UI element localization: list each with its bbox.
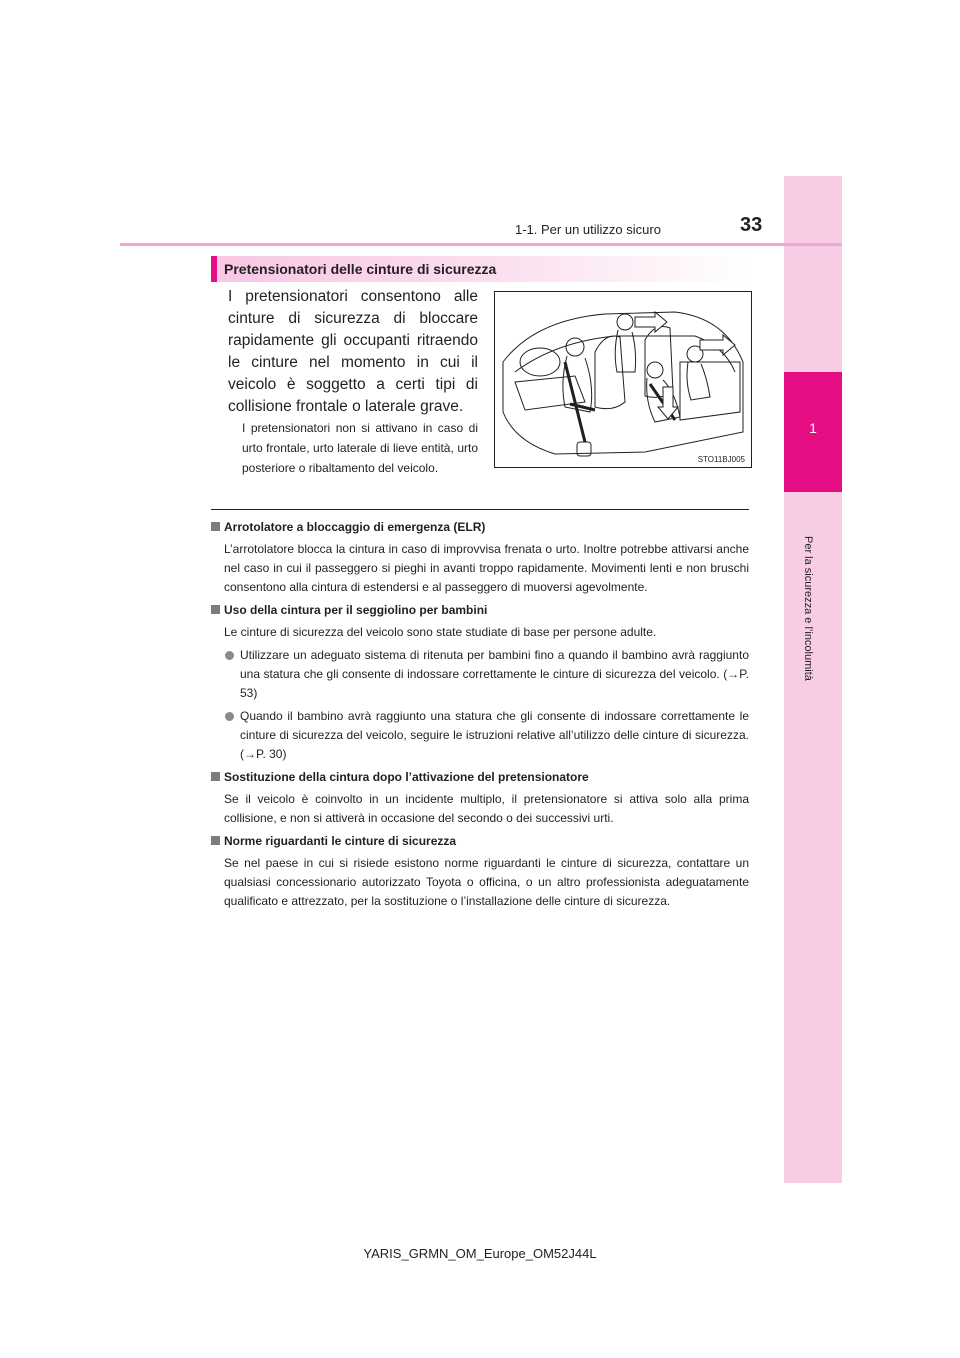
item-heading: Sostituzione della cintura dopo l’attivazione del pretensionatore: [211, 768, 749, 786]
content-items: [211, 518, 749, 915]
document-id-footer: YARIS_GRMN_OM_Europe_OM52J44L: [363, 1246, 597, 1261]
square-bullet-icon: [211, 772, 220, 781]
item-heading: Norme riguardanti le cinture di sicurezza: [211, 832, 749, 850]
item-regulations: [211, 832, 749, 911]
car-interior-drawing: [495, 292, 751, 467]
seatbelt-pretensioner-illustration: [494, 291, 752, 468]
item-text: Se nel paese in cui si risiede esistono norme riguardanti le cinture di sicurezza, contattare un qualsiasi concessionario autorizzato Toyota o officina, o un altro professionista adeguatamente qualificato e attrezzato, per la sostituzione o l’installazione delle cinture di sicurezza.: [224, 856, 749, 908]
square-bullet-icon: [211, 522, 220, 531]
section-divider: [211, 509, 749, 510]
section-reference: 1-1. Per un utilizzo sicuro: [515, 222, 661, 237]
list-item: Utilizzare un adeguato sistema di ritenuta per bambini fino a quando il bambino avrà raggiunto una statura che gli consente di indossare correttamente le cinture di sicurezza del veicolo. (→P. 53): [211, 646, 749, 703]
item-belt-replacement: [211, 768, 749, 828]
chapter-title-vertical: Per la sicurezza e l’incolumità: [802, 536, 814, 681]
item-heading: Uso della cintura per il seggiolino per bambini: [211, 601, 749, 619]
circle-bullet-icon: [225, 651, 234, 660]
item-text: Se il veicolo è coinvolto in un incidente multiplo, il pretensionatore si attiva solo alla prima collisione, e non si attiverà in occasione del secondo o dei successivi urti.: [224, 792, 749, 825]
square-bullet-icon: [211, 836, 220, 845]
list-item: Quando il bambino avrà raggiunto una statura che gli consente di indossare correttamente le cinture di sicurezza del veicolo, seguire le istruzioni relative all’utilizzo delle cinture di sicurezza. (→P. 30): [211, 707, 749, 764]
item-heading: Arrotolatore a bloccaggio di emergenza (ELR): [211, 518, 749, 536]
section-title: Pretensionatori delle cinture di sicurezza: [224, 261, 497, 277]
chapter-number: 1: [809, 420, 817, 436]
chapter-number-tab: [784, 372, 842, 492]
section-banner-accent: [211, 256, 217, 282]
intro-paragraph: I pretensionatori consentono alle cinture di sicurezza di bloccare rapidamente gli occupanti ritraendo le cinture nel momento in cui il veicolo è soggetto a certi tipi di collisione frontale o laterale grave.: [228, 288, 478, 415]
intro-note: I pretensionatori non si attivano in caso di urto frontale, urto laterale di lieve entità, urto posteriore o ribaltamento del veicolo.: [242, 421, 478, 475]
item-text: L’arrotolatore blocca la cintura in caso di improvvisa frenata o urto. Inoltre potrebbe attivarsi anche nel caso in cui il passeggero si pieghi in avanti troppo rapidamente. Movimenti lenti e non bruschi consentono alla cintura di estendersi e al passeggero di muoversi agevolmente.: [224, 542, 749, 594]
item-text: Le cinture di sicurezza del veicolo sono state studiate di base per persone adulte.: [224, 625, 657, 639]
page-number: 33: [740, 214, 763, 236]
item-elr: [211, 518, 749, 597]
header-rule: [120, 243, 842, 246]
square-bullet-icon: [211, 605, 220, 614]
circle-bullet-icon: [225, 712, 234, 721]
item-child-seat: [211, 601, 749, 764]
figure-code: STO11BJ005: [697, 455, 745, 464]
